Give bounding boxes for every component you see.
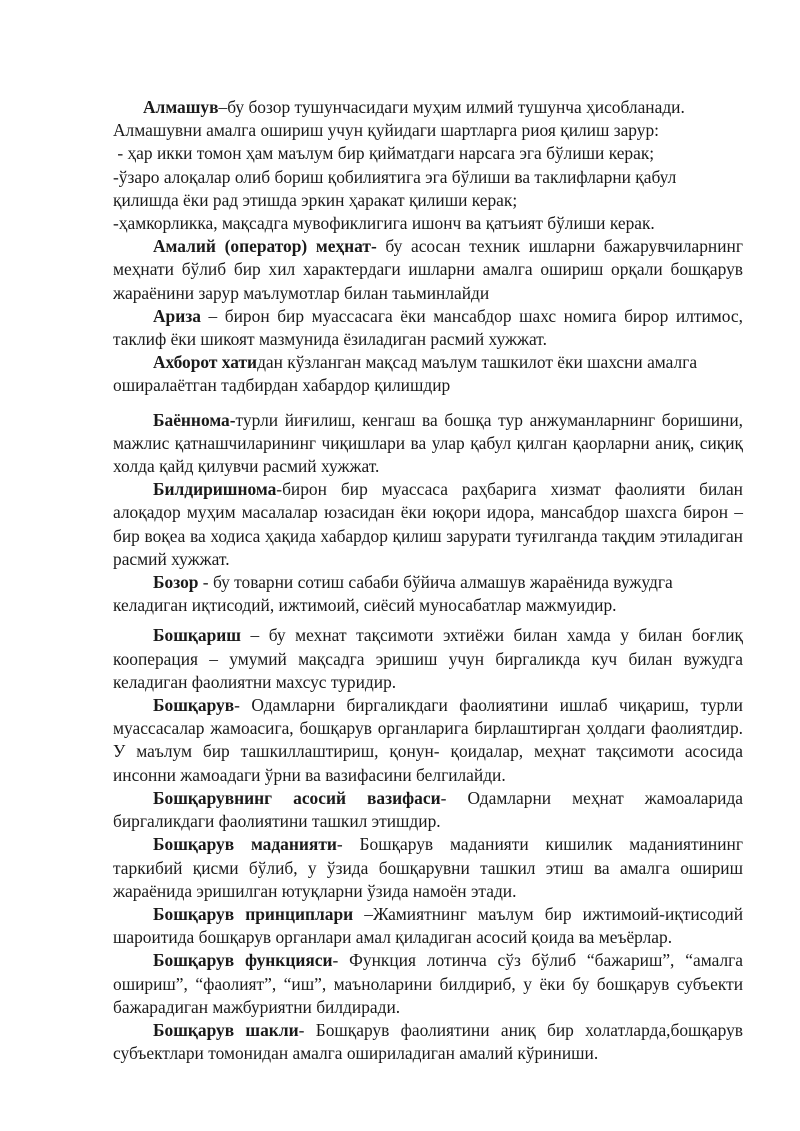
paragraph-boshqaruv-shakli [113,1019,743,1065]
paragraph-boshqarish [113,624,743,694]
term-boshqarish: Бошқариш [153,625,241,646]
paragraph-ariza [113,305,743,351]
definition-boshqarish: – бу мехнат тақсимоти эхтиёжи билан хамда у билан боғлиқ кооперация – умумий мақсадга эришиш учун биргаликда куч билан вужудга келадиган фаолиятни махсус туридир. [113,625,743,692]
definition-boshqaruv-prinsiplari: –Жамиятнинг маълум бир ижтимоий-иқтисодий шароитида бошқарув органлари амал қиладиган асосий қоида ва меъёрлар. [113,903,744,948]
paragraph-almashuv [113,96,743,119]
term-boshqaruv-madaniyati: Бошқарув маданияти [153,834,337,855]
term-boshqaruv-funksiyasi: Бошқарув функцияси [153,950,333,971]
definition-amaliy-mehnat: бу асосан техник ишларни бажарувчиларнинг меҳнати бўлиб бир хил характердаги ишларни амалга ошириш орқали бошқарув жараёнини зарур маълумотлар билан таьминлайди [113,236,743,303]
paragraph-boshqaruv-funksiyasi [113,949,743,1019]
paragraph-boshqaruv-prinsiplari [113,903,743,949]
definition-boshqaruv-funksiyasi: - Функция лотинча сўз бўлиб “бажариш”, “амалга ошириш”, “фаолият”, “иш”, маъноларини билдириб, у ёки бу бошқарув субъекти бажарадиган мажбуриятни билдиради. [113,950,743,1017]
paragraph-amaliy-mehnat [113,235,743,305]
paragraph-bildirishnoma [113,478,743,571]
term-ariza: Ариза [153,305,201,326]
line-text: -ўзаро алоқалар олиб бориш қобилиятига эга бўлиши ва таклифларни қабул қилишда ёки рад этишда эркин ҳаракат қилиши керак; [113,166,677,210]
definition-almashuv: –бу бозор тушунчасидаги муҳим илмий тушунча ҳисобланади. [218,97,685,117]
definition-boshqaruv-madaniyati: - Бошқарув маданияти кишилик маданиятининг таркибий қисми бўлиб, у ўзида бошқарувни ташкил этиш ва амалга ошириш жараёнида эришилган ютуқларни ўзида намоён этади. [113,834,743,901]
paragraph-axborot-xati [113,351,713,397]
definition-bildirishnoma: -бирон бир муассаса раҳбарига хизмат фаолияти билан алоқадор муҳим масалалар юзасидан ёки юқори идора, мансабдор шахсга бирон –бир воқеа ва ходиса ҳақида хабардор қилиш зарурати туғилганда тақдим этиладиган расмий хужжат. [113,479,743,569]
term-axborot-xati: Ахборот хати [153,352,258,373]
definition-boshqaruv-vazifasi: - Одамларни меҳнат жамоаларида биргаликдаги фаолиятини ташкил этишдир. [113,787,744,832]
term-boshqaruv: Бошқарув [153,695,235,716]
paragraph-boshqaruv-madaniyati [113,833,743,903]
paragraph-almashuv-conditions [113,119,743,142]
paragraph-bayonnoma [113,409,743,479]
definition-bayonnoma: турли йиғилиш, кенгаш ва бошқа тур анжуманларнинг боришини, мажлис қатнашчиларининг чиқишлари ва улар қабул қилган қаорларни аниқ, сиқиқ холда қайд қилувчи расмий хужжат. [113,409,743,477]
term-bozor: Бозор [153,572,199,593]
term-almashuv: Алмашув [143,97,219,117]
line-text: -ҳамкорликка, мақсадга мувофиклигига ишонч ва қатъият бўлиши керак. [113,213,655,234]
term-boshqaruv-vazifasi: Бошқарувнинг асосий вазифаси [153,787,441,808]
paragraph-condition-2 [113,166,743,212]
line-text: - ҳар икки томон ҳам маълум бир қийматдаги нарсага эга бўлиши керак; [113,143,655,164]
line-text: Алмашувни амалга ошириш учун қуйидаги шартларга риоя қилиш зарур: [113,120,659,141]
term-boshqaruv-shakli: Бошқарув шакли [153,1019,299,1040]
definition-axborot-xati: дан кўзланган мақсад маълум ташкилот ёки шахсни амалга оширалаётган тадбирдан хабардор қилишдир [113,352,698,396]
paragraph-bozor [113,571,723,617]
term-amaliy-mehnat: Амалий (оператор) меҳнат- [153,236,377,257]
paragraph-condition-3 [113,212,743,235]
term-boshqaruv-prinsiplari: Бошқарув принциплари [153,903,354,924]
paragraph-boshqaruv [113,694,743,787]
paragraph-boshqaruv-vazifasi [113,787,743,833]
term-bayonnoma: Баённома- [153,409,236,430]
term-bildirishnoma: Билдиришнома [153,479,277,500]
definition-ariza: – бирон бир муассасага ёки мансабдор шахс номига бирор илтимос, таклиф ёки шикоят мазмунида ёзиладиган расмий хужжат. [113,305,743,350]
definition-boshqaruv: - Одамларни биргаликдаги фаолиятини ишлаб чиқариш, турли муассасалар жамоасига, бошқарув органларига бирлаштирган ҳолдаги фаолиятдир. У маълум бир ташкиллаштириш, қонун- қоидалар, меҳнат тақсимоти асосида инсонни жамоадаги ўрни ва вазифасини белгилайди. [113,695,743,785]
document-body [113,96,743,1065]
paragraph-condition-1 [113,142,743,165]
definition-boshqaruv-shakli: - Бошқарув фаолиятини аниқ бир холатларда,бошқарув субъектлари томонидан амалга ошириладиган амалий кўриниши. [113,1019,743,1064]
definition-bozor: - бу товарни сотиш сабаби бўйича алмашув жараёнида вужудга келадиган иқтисодий, ижтимоий, сиёсий муносабатлар мажмуидир. [113,572,673,616]
